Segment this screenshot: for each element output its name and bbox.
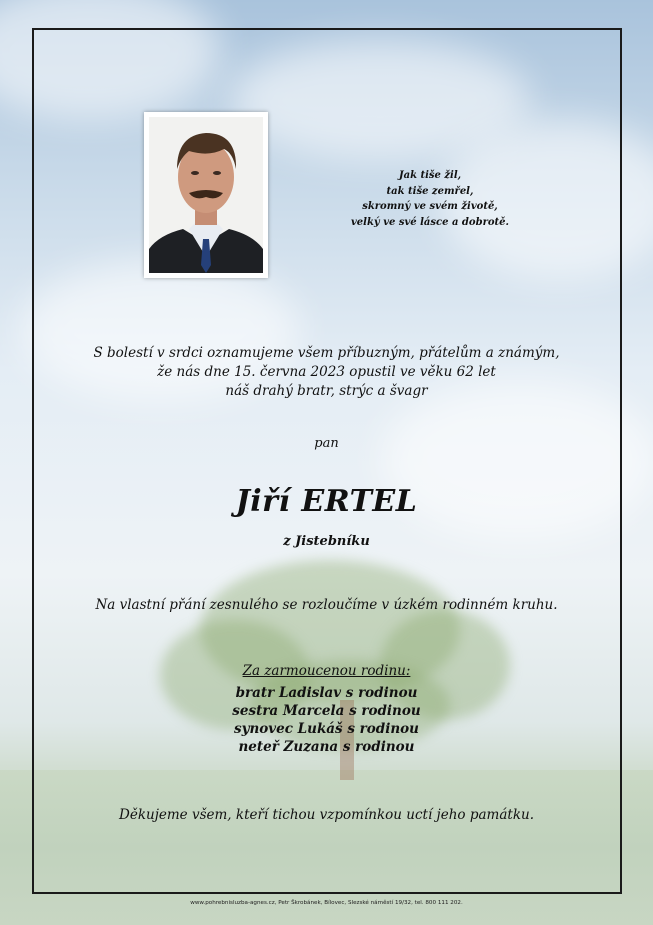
portrait-photo xyxy=(144,112,268,278)
mourners-heading: Za zarmoucenou rodinu: xyxy=(242,663,411,679)
mourners-block xyxy=(0,662,653,756)
poem-line: velký ve své lásce a dobrotě. xyxy=(351,216,509,228)
announcement-line: S bolestí v srdci oznamujeme všem příbuzným, přátelům a známým, xyxy=(93,345,560,361)
deceased-origin: z Jistebníku xyxy=(283,534,370,549)
poem-line: tak tiše zemřel, xyxy=(386,185,474,197)
announcement-line: že nás dne 15. června 2023 opustil ve věku 62 let xyxy=(157,364,496,380)
thanks-text: Děkujeme všem, kteří tichou vzpomínkou uctí jeho památku. xyxy=(119,807,534,823)
mourner-item: synovec Lukáš s rodinou xyxy=(234,721,419,737)
footer-imprint: www.pohrebnisluzba-agnes.cz, Petr Škrobánek, Bílovec, Slezské náměstí 19/32, tel. 800 111 202. xyxy=(190,900,463,906)
title-word: pan xyxy=(314,436,339,451)
poem-line: skromný ve svém životě, xyxy=(362,201,498,212)
mourner-item: bratr Ladislav s rodinou xyxy=(235,685,418,701)
announcement-text xyxy=(60,344,593,401)
deceased-name: Jiří ERTEL xyxy=(235,484,418,519)
memorial-poem xyxy=(330,168,530,230)
mourner-item: sestra Marcela s rodinou xyxy=(232,703,421,719)
funeral-wish: Na vlastní přání zesnulého se rozloučíme v úzkém rodinném kruhu. xyxy=(95,597,558,613)
border-frame xyxy=(32,28,622,894)
mourner-item: neteř Zuzana s rodinou xyxy=(238,739,415,755)
announcement-line: náš drahý bratr, strýc a švagr xyxy=(225,383,428,399)
poem-line: Jak tiše žil, xyxy=(398,170,462,181)
